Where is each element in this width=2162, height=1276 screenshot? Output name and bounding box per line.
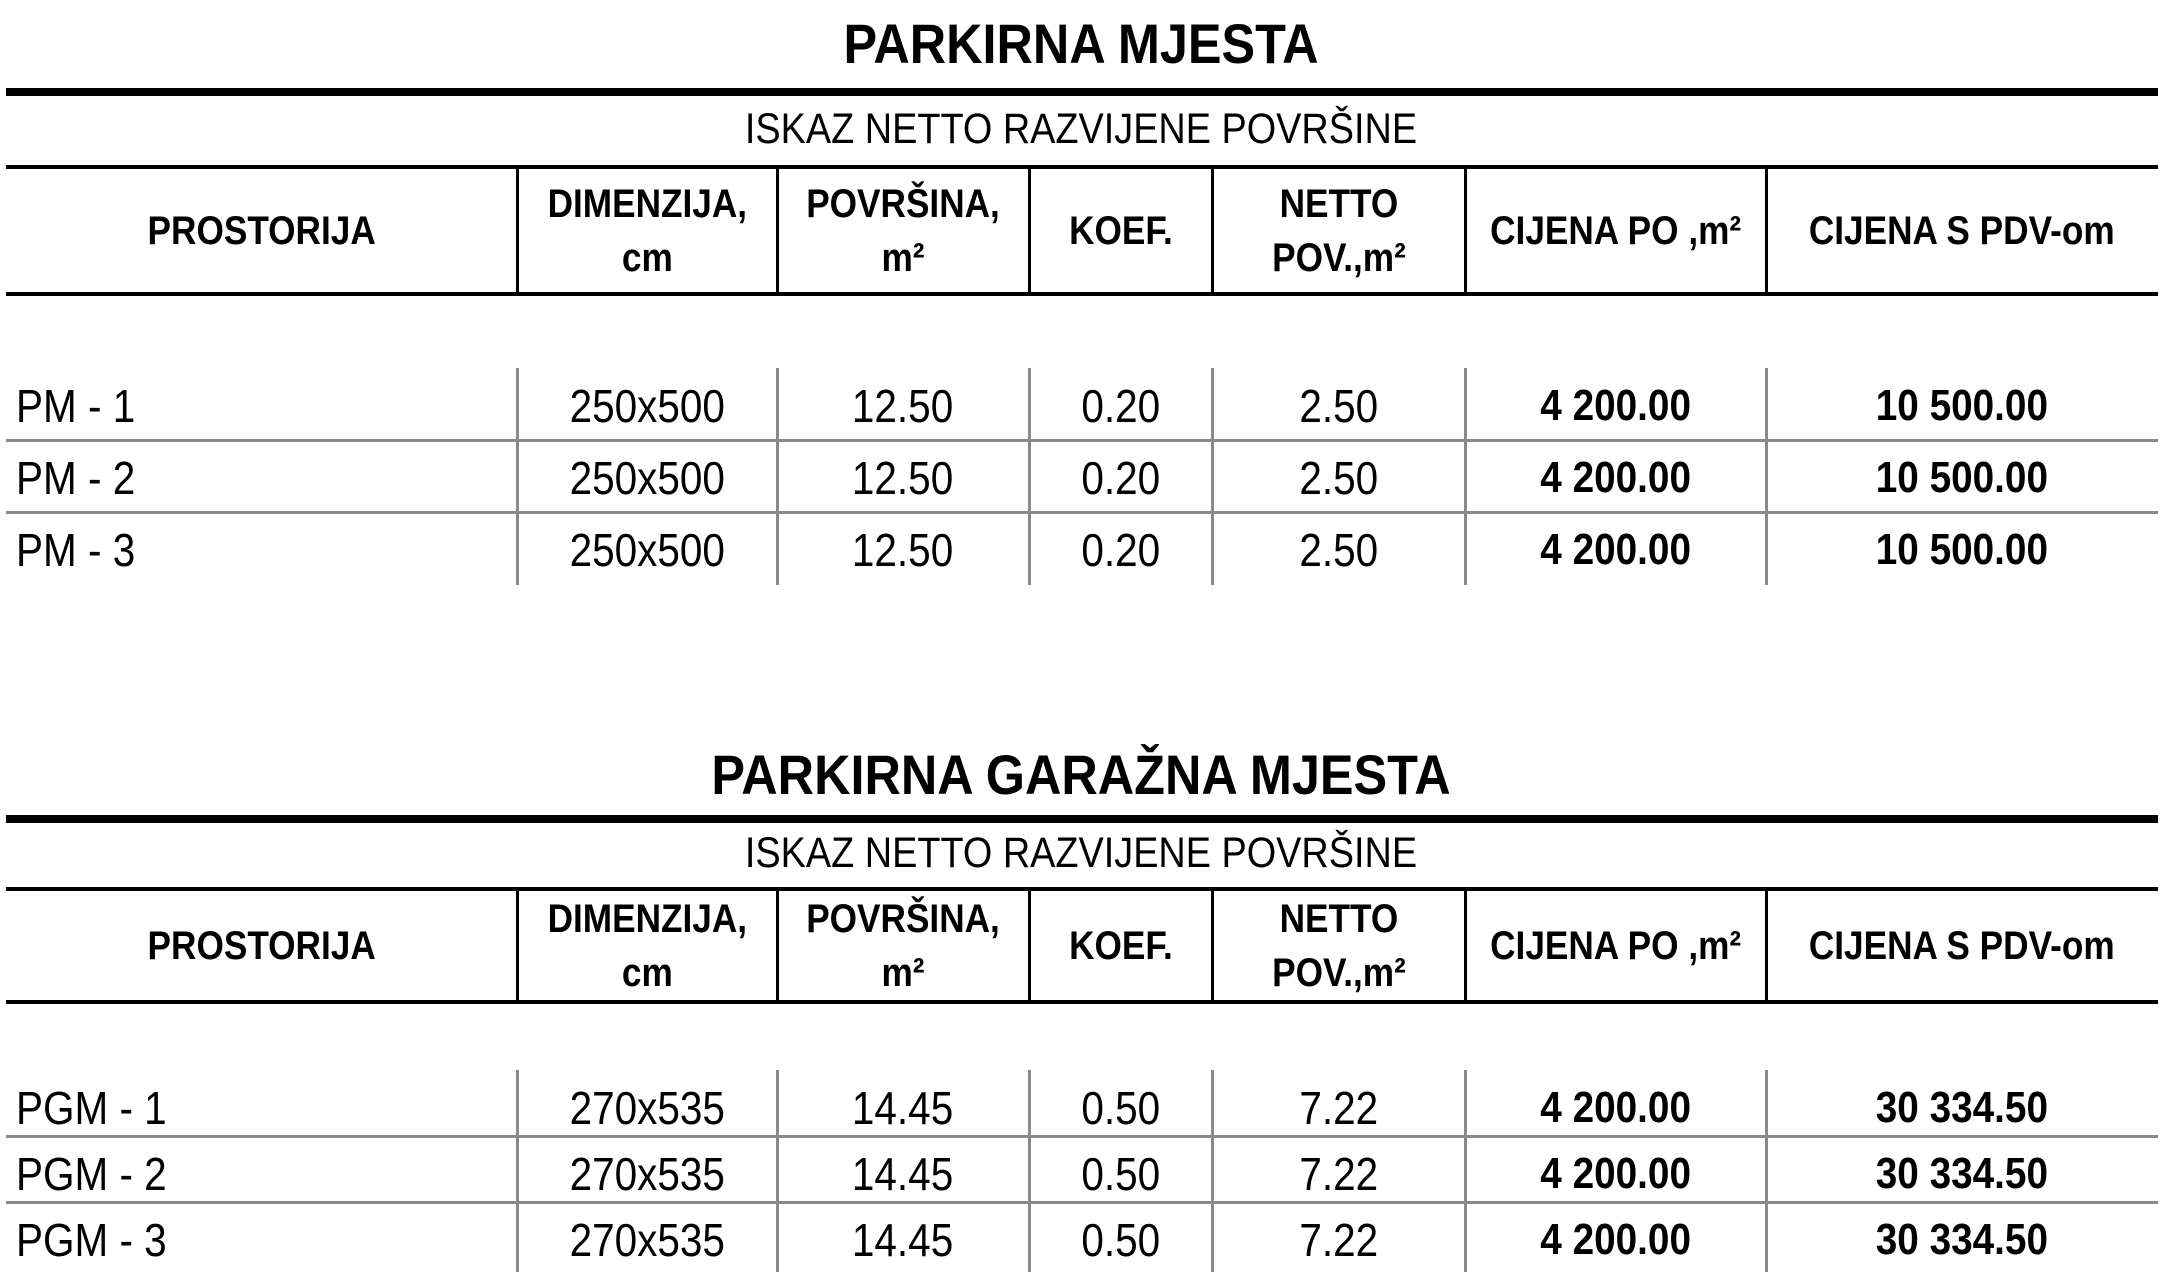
cell-koef (1029, 370, 1212, 442)
cell-value: 0.50 (1081, 1082, 1160, 1134)
cell-value: 30 334.50 (1875, 1149, 2049, 1198)
cell-value: 7.22 (1299, 1214, 1378, 1266)
cell-povrsina (777, 370, 1029, 442)
cell-value: 4 200.00 (1540, 525, 1691, 574)
table-title: PARKIRNA GARAŽNA MJESTA (711, 743, 1451, 806)
cell-value: 4 200.00 (1540, 1149, 1691, 1198)
cell-value: PM - 3 (16, 524, 136, 576)
cell-cijena-po-m2 (1465, 370, 1766, 442)
cell-value: 12.50 (852, 380, 954, 432)
header-label: CIJENA PO ,m² (1489, 208, 1741, 253)
cell-cijena-po-m2 (1465, 1138, 1766, 1210)
header-povrsina (777, 169, 1029, 292)
cell-value: PM - 1 (16, 380, 136, 432)
title-rule (6, 815, 2158, 823)
header-prostorija (6, 891, 517, 1000)
header-label: DIMENZIJA, cm (547, 181, 747, 280)
cell-prostorija (16, 370, 517, 442)
cell-value: 12.50 (852, 524, 954, 576)
cell-cijena-pdv (1766, 442, 2158, 514)
table-subtitle: ISKAZ NETTO RAZVIJENE POVRŠINE (744, 105, 1418, 153)
cell-dimenzija (517, 370, 777, 442)
header-label: NETTO POV.,m² (1271, 896, 1406, 995)
cell-dimenzija (517, 514, 777, 586)
header-dimenzija (517, 169, 777, 292)
cell-povrsina (777, 514, 1029, 586)
cell-koef (1029, 1204, 1212, 1276)
cell-value: PM - 2 (16, 452, 136, 504)
cell-value: 4 200.00 (1540, 1215, 1691, 1264)
cell-cijena-po-m2 (1465, 442, 1766, 514)
cell-cijena-pdv (1766, 514, 2158, 586)
header-label: PROSTORIJA (147, 208, 376, 253)
cell-value: 2.50 (1299, 380, 1378, 432)
cell-value: 4 200.00 (1540, 381, 1691, 430)
cell-prostorija (16, 1138, 517, 1210)
cell-value: 30 334.50 (1875, 1215, 2049, 1264)
header-label: PROSTORIJA (147, 923, 376, 968)
cell-povrsina (777, 1204, 1029, 1276)
cell-value: 4 200.00 (1540, 453, 1691, 502)
cell-prostorija (16, 442, 517, 514)
cell-value: 10 500.00 (1875, 453, 2049, 502)
header-label: NETTO POV.,m² (1271, 181, 1406, 280)
header-label: POVRŠINA, m² (806, 181, 1000, 280)
header-label: KOEF. (1068, 208, 1173, 253)
cell-koef (1029, 442, 1212, 514)
cell-value: 250x500 (569, 452, 725, 504)
cell-cijena-po-m2 (1465, 1072, 1766, 1144)
table-subtitle: ISKAZ NETTO RAZVIJENE POVRŠINE (744, 829, 1418, 877)
cell-prostorija (16, 1072, 517, 1144)
cell-prostorija (16, 1204, 517, 1276)
cell-dimenzija (517, 1138, 777, 1210)
cell-value: 270x535 (569, 1082, 725, 1134)
header-netto-pov (1212, 891, 1465, 1000)
cell-dimenzija (517, 1204, 777, 1276)
cell-value: PGM - 1 (16, 1082, 167, 1134)
header-label: KOEF. (1068, 923, 1173, 968)
header-cijena-pdv (1766, 891, 2158, 1000)
cell-koef (1029, 514, 1212, 586)
header-label: CIJENA S PDV-om (1809, 923, 2115, 968)
cell-netto-pov (1212, 370, 1465, 442)
header-bottom-rule (6, 1000, 2158, 1004)
cell-koef (1029, 1138, 1212, 1210)
cell-cijena-po-m2 (1465, 514, 1766, 586)
header-dimenzija (517, 891, 777, 1000)
cell-dimenzija (517, 1072, 777, 1144)
cell-cijena-pdv (1766, 1204, 2158, 1276)
header-cijena-po-m2 (1465, 891, 1766, 1000)
cell-value: PGM - 2 (16, 1148, 167, 1200)
cell-value: 10 500.00 (1875, 381, 2049, 430)
cell-value: 7.22 (1299, 1082, 1378, 1134)
cell-netto-pov (1212, 514, 1465, 586)
header-label: POVRŠINA, m² (806, 896, 1000, 995)
cell-povrsina (777, 1138, 1029, 1210)
cell-prostorija (16, 514, 517, 586)
header-netto-pov (1212, 169, 1465, 292)
cell-value: 250x500 (569, 524, 725, 576)
cell-netto-pov (1212, 1204, 1465, 1276)
cell-value: 12.50 (852, 452, 954, 504)
cell-value: 14.45 (852, 1148, 954, 1200)
cell-value: 270x535 (569, 1148, 725, 1200)
cell-value: 2.50 (1299, 524, 1378, 576)
cell-value: 0.20 (1081, 452, 1160, 504)
cell-value: 7.22 (1299, 1148, 1378, 1200)
cell-cijena-pdv (1766, 370, 2158, 442)
cell-koef (1029, 1072, 1212, 1144)
cell-cijena-po-m2 (1465, 1204, 1766, 1276)
cell-povrsina (777, 1072, 1029, 1144)
header-cijena-po-m2 (1465, 169, 1766, 292)
header-povrsina (777, 891, 1029, 1000)
header-cijena-pdv (1766, 169, 2158, 292)
header-koef (1029, 169, 1212, 292)
table-title: PARKIRNA MJESTA (843, 12, 1319, 75)
cell-netto-pov (1212, 442, 1465, 514)
cell-value: 0.50 (1081, 1148, 1160, 1200)
cell-value: 30 334.50 (1875, 1083, 2049, 1132)
title-rule (6, 88, 2158, 96)
cell-netto-pov (1212, 1138, 1465, 1210)
cell-value: 0.20 (1081, 380, 1160, 432)
cell-value: 4 200.00 (1540, 1083, 1691, 1132)
cell-dimenzija (517, 442, 777, 514)
header-label: CIJENA S PDV-om (1809, 208, 2115, 253)
header-bottom-rule (6, 292, 2158, 296)
cell-value: 250x500 (569, 380, 725, 432)
cell-netto-pov (1212, 1072, 1465, 1144)
cell-value: 10 500.00 (1875, 525, 2049, 574)
cell-value: PGM - 3 (16, 1214, 167, 1266)
cell-value: 0.20 (1081, 524, 1160, 576)
cell-value: 14.45 (852, 1082, 954, 1134)
header-label: CIJENA PO ,m² (1489, 923, 1741, 968)
cell-povrsina (777, 442, 1029, 514)
cell-cijena-pdv (1766, 1072, 2158, 1144)
header-label: DIMENZIJA, cm (547, 896, 747, 995)
cell-value: 270x535 (569, 1214, 725, 1266)
cell-value: 14.45 (852, 1214, 954, 1266)
cell-value: 2.50 (1299, 452, 1378, 504)
header-prostorija (6, 169, 517, 292)
header-koef (1029, 891, 1212, 1000)
cell-value: 0.50 (1081, 1214, 1160, 1266)
cell-cijena-pdv (1766, 1138, 2158, 1210)
